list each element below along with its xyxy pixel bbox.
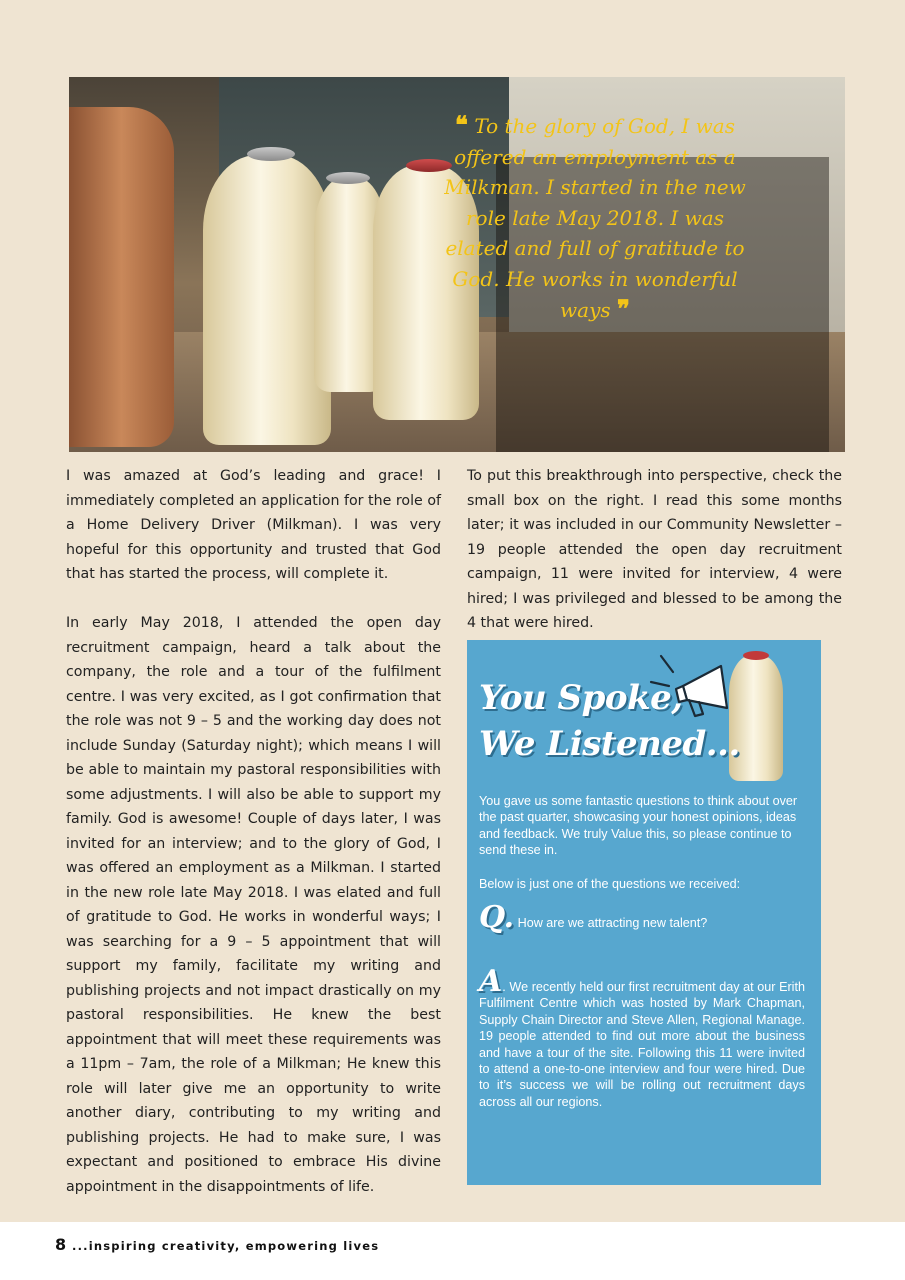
plant-pot [69,107,174,447]
question-text: How are we attracting new talent? [517,916,708,930]
open-quote-icon: ❝ [455,110,468,139]
left-column [66,464,441,1224]
answer-text: . We recently held our first recruitment day at our Erith Fulfilment Centre which was hosted by Mark Chapman, Supply Chain Director and Steve Allen, Regional Manage. 19 people attended to find out more about the business and have a tour of the site. Following this 11 were invited to attend a one-to-one interview and four were hired. Due to it’s success we will be rolling out recruitment days across all our regions. [479,980,805,1109]
right-paragraph-1: To put this breakthrough into perspective, check the small box on the right. I read this some months later; it was included in our Community Newsletter – 19 people attended the open day recruitment campaign, 11 were invited for interview, 4 were hired; I was privileged and blessed to be among the 4 that were hired. [467,468,842,631]
box-lead-in: Below is just one of the questions we received: [479,877,741,891]
answer-block [479,964,805,1110]
bottle-cap [247,147,295,161]
box-title [479,675,740,767]
bottle-cap [743,651,769,660]
close-quote-icon: ❞ [617,294,630,323]
left-paragraph-1: I was amazed at God’s leading and grace! I immediately completed an application for the role of a Home Delivery Driver (Milkman). I was very hopeful for this opportunity and trusted that God that has started the process, will complete it. [66,468,441,582]
box-intro: You gave us some fantastic questions to think about over the past quarter, showcasing your honest opinions, ideas and feedback. We truly Value this, so please continue to send these in. [479,794,798,858]
bottle-cap [326,172,370,184]
page-number: 8 [55,1235,67,1254]
pull-quote-text: To the glory of God, I was offered an employment as a Milkman. I started in the new role late May 2018. I was elated and full of gratitude to God. He works in wonderful ways [444,114,746,322]
answer-letter: A [479,964,503,999]
box-title-line-2: We Listened... [479,724,740,764]
question-letter: Q. [479,900,515,935]
box-title-line-1: You Spoke, [479,678,683,718]
milk-bottle [203,155,331,445]
newsletter-box [467,640,821,1185]
footer-tagline: ...inspiring creativity, empowering lives [72,1239,380,1253]
left-paragraph-2: In early May 2018, I attended the open day recruitment campaign, heard a talk about the company, the role and a tour of the fulfilment centre. I was very excited, as I got confirmation that the role was not 9 – 5 and the working day does not include Sunday (Saturday night); which means I will be able to maintain my pastoral responsibilities with some adjustments. I will also be able to support my family. God is awesome! Couple of days later, I was invited for an interview; and to the glory of God, I was offered an employment as a Milkman. I started in the new role late May 2018. I was elated and full of gratitude to God. He works in wonderful ways; I was searching for a 9 – 5 appointment that will support my family, facilitate my writing and publishing projects and not impact drastically on my pastoral responsibilities. He knew the best appointment that will meet these requirements was a 11pm – 7am, the role of a Milkman; He knew this role will later give me an opportunity to write another diary, contributing to my writing and publishing projects. He had to make sure, I was expectant and positioned to embrace His divine appointment in the disappointments of life. [66,615,441,1195]
question-block [479,900,805,935]
right-column [467,464,842,660]
pull-quote [440,110,750,326]
